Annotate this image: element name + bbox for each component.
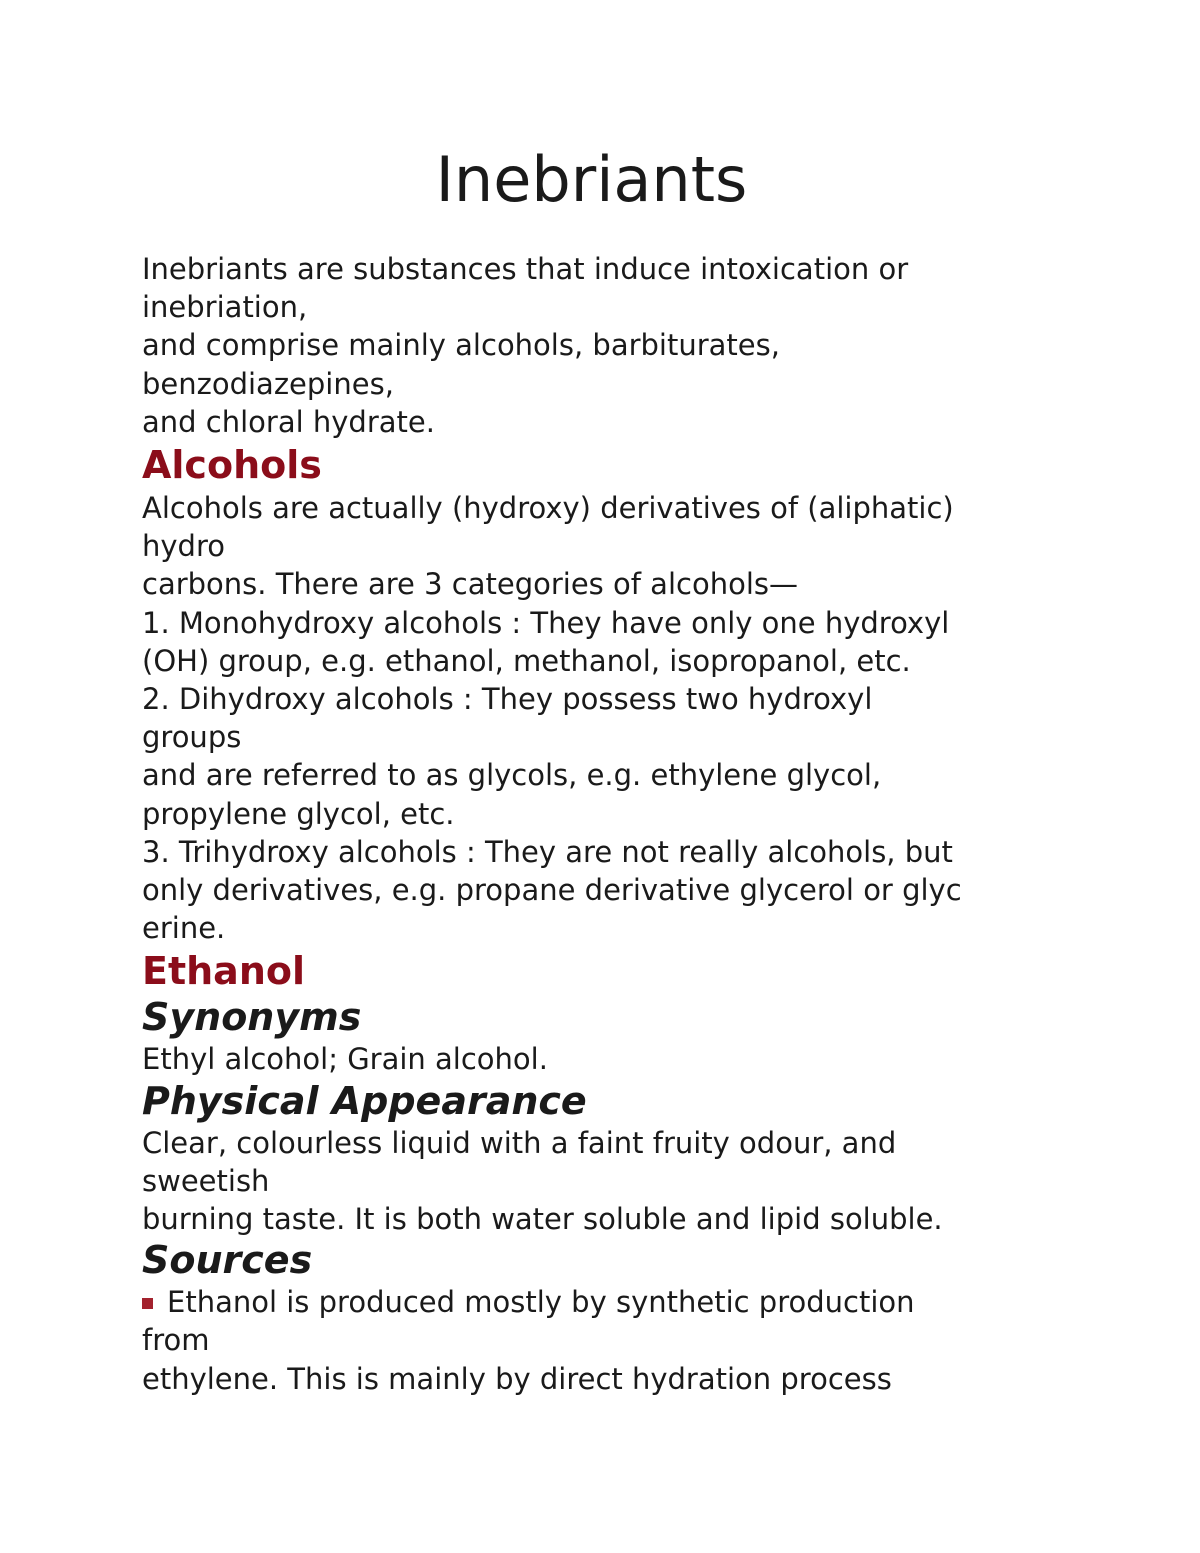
intro-line: Inebriants are substances that induce intoxication or: [142, 252, 909, 286]
alcohols-line: erine.: [142, 911, 226, 946]
alcohols-line: (OH) group, e.g. ethanol, methanol, isopropanol, etc.: [142, 643, 911, 678]
sources-line: Ethanol is produced mostly by synthetic production: [167, 1285, 915, 1320]
appearance-line: burning taste. It is both water soluble and lipid soluble.: [142, 1202, 943, 1237]
intro-paragraph: [142, 250, 1062, 441]
synonyms-text: Ethyl alcohol; Grain alcohol.: [142, 1042, 548, 1077]
appearance-line: Clear, colourless liquid with a faint fruity odour, and: [142, 1125, 897, 1160]
section-heading-alcohols: Alcohols: [142, 443, 322, 488]
alcohols-line: Alcohols are actually (hydroxy) derivatives of (aliphatic): [142, 491, 954, 526]
sources-line: ethylene. This is mainly by direct hydration process: [142, 1361, 892, 1396]
page-title: Inebriants: [435, 143, 748, 216]
subheading-synonyms: Synonyms: [142, 995, 362, 1040]
alcohols-line: propylene glycol, etc.: [142, 796, 455, 831]
alcohols-paragraph: [142, 489, 1062, 947]
intro-line: inebriation,: [142, 290, 308, 325]
alcohols-line: carbons. There are 3 categories of alcohols—: [142, 567, 798, 602]
sources-line: from: [142, 1323, 210, 1358]
alcohols-line: 2. Dihydroxy alcohols : They possess two hydroxyl: [142, 682, 873, 717]
square-bullet-icon: [142, 1298, 153, 1309]
sources-list: [142, 1283, 1062, 1398]
alcohols-line: groups: [142, 720, 242, 755]
document-body: [142, 250, 1062, 1398]
alcohols-line: 1. Monohydroxy alcohols : They have only one hydroxyl: [142, 605, 950, 640]
intro-line: benzodiazepines,: [142, 366, 394, 401]
appearance-paragraph: [142, 1124, 1062, 1239]
alcohols-line: hydro: [142, 529, 225, 564]
list-item: [142, 1283, 1062, 1321]
alcohols-line: only derivatives, e.g. propane derivative glycerol or glyc: [142, 873, 962, 908]
section-heading-ethanol: Ethanol: [142, 949, 306, 994]
intro-line: and comprise mainly alcohols, barbiturates,: [142, 328, 780, 363]
subheading-sources: Sources: [142, 1238, 313, 1283]
appearance-line: sweetish: [142, 1163, 270, 1198]
alcohols-line: 3. Trihydroxy alcohols : They are not really alcohols, but: [142, 834, 953, 869]
subheading-physical-appearance: Physical Appearance: [142, 1078, 587, 1123]
alcohols-line: and are referred to as glycols, e.g. ethylene glycol,: [142, 758, 882, 793]
intro-line: and chloral hydrate.: [142, 404, 435, 439]
